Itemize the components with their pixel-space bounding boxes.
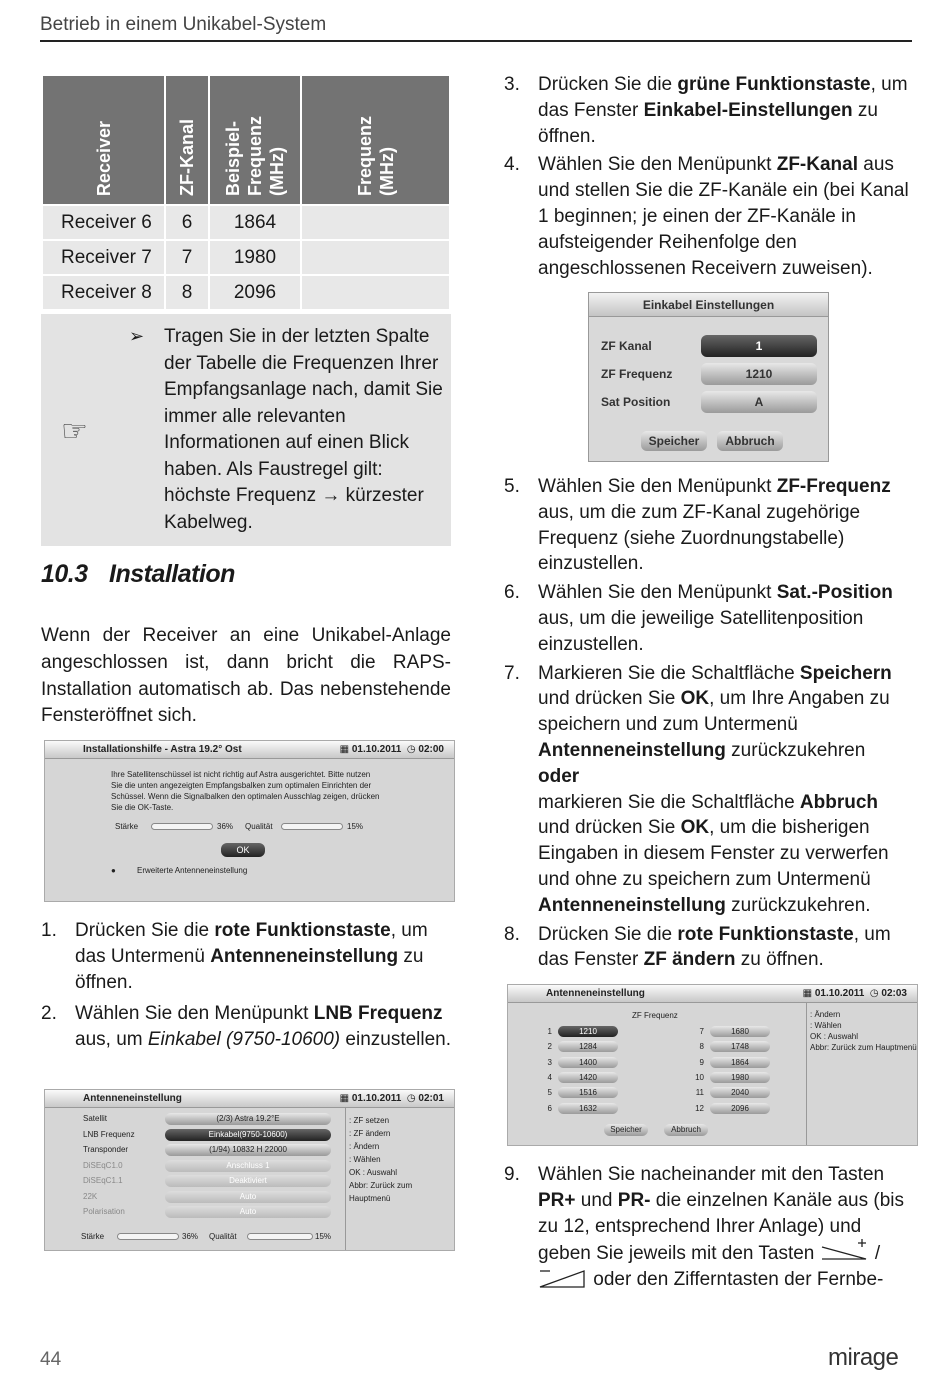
col-header-beispiel-frequenz: Beispiel- Frequenz (MHz) xyxy=(210,76,300,204)
channel-number: 6 xyxy=(547,1103,552,1113)
quality-bar xyxy=(281,823,343,830)
extended-antenna-option[interactable]: Erweiterte Antenneneinstellung xyxy=(137,866,248,875)
table-row xyxy=(43,206,449,239)
setting-value[interactable]: Auto xyxy=(165,1206,331,1218)
table-row xyxy=(43,241,449,274)
strength-value: 36% xyxy=(182,1232,199,1241)
list-item: 5. Wählen Sie den Menüpunkt ZF-Frequenz aus, um die zum ZF-Kanal zugehörige Frequenz (siehe Zuordnungstabelle) einzustellen. xyxy=(504,476,891,575)
screen-title-bar xyxy=(45,741,454,759)
channel-frequency[interactable]: 1748 xyxy=(710,1041,770,1052)
setting-value[interactable]: Deaktiviert xyxy=(165,1175,331,1187)
table-cell: Receiver 7 xyxy=(43,241,164,274)
screen-datetime: ▦ 01.10.2011 ◷ 02:01 xyxy=(339,1093,444,1104)
mirage-logo: mirage xyxy=(828,1344,899,1371)
steps-right-mid xyxy=(504,474,914,973)
table-cell: 2096 xyxy=(210,276,300,309)
screen-title-bar xyxy=(508,985,917,1003)
screen-title-bar xyxy=(45,1090,454,1108)
list-item: 1. Drücken Sie die rote Funktionstaste, um das Untermenü Antenneneinstellung zu öffnen. xyxy=(41,920,428,993)
zf-table xyxy=(41,74,451,311)
setting-label: Transponder xyxy=(83,1145,129,1154)
legend-item: OK : Auswahl xyxy=(349,1168,398,1177)
section-number: 10.3 xyxy=(41,560,88,588)
table-cell xyxy=(302,206,449,239)
col-header-receiver: Receiver xyxy=(43,76,164,204)
setting-label: 22K xyxy=(83,1191,98,1201)
channel-number: 4 xyxy=(547,1072,552,1082)
page-number: 44 xyxy=(40,1349,62,1370)
dialog-value[interactable]: 1 xyxy=(701,335,817,357)
save-button[interactable]: Speicher xyxy=(641,431,707,451)
einkabel-dialog xyxy=(588,292,829,462)
table-cell xyxy=(302,241,449,274)
strength-bar xyxy=(151,823,213,830)
table-cell: 7 xyxy=(166,241,208,274)
channel-frequency[interactable]: 2096 xyxy=(710,1103,770,1114)
channel-number: 5 xyxy=(547,1088,552,1098)
channel-frequency[interactable]: 1632 xyxy=(558,1103,618,1114)
channel-number: 3 xyxy=(547,1057,552,1067)
bullet-arrow-icon: ➢ xyxy=(129,326,145,346)
legend-item: Abbr: Zurück zum Hauptmenü xyxy=(349,1181,413,1203)
section-title: Installation xyxy=(109,560,235,588)
setting-label: DiSEqC1.0 xyxy=(83,1160,123,1170)
quality-bar xyxy=(247,1233,313,1240)
dialog-value[interactable]: A xyxy=(701,391,817,413)
dialog-label: ZF Frequenz xyxy=(601,367,673,381)
channel-number: 12 xyxy=(695,1103,704,1113)
divider xyxy=(345,1108,346,1251)
tip-box xyxy=(41,314,451,546)
quality-label: Qualität xyxy=(245,822,273,831)
zf-frequenz-heading: ZF Frequenz xyxy=(632,1011,678,1020)
dialog-label: Sat Position xyxy=(601,395,671,409)
channel-frequency[interactable]: 1400 xyxy=(558,1057,618,1068)
table-cell: 1864 xyxy=(210,206,300,239)
screen-title: Antenneneinstellung xyxy=(546,988,645,999)
table-row xyxy=(43,276,449,309)
header-rule xyxy=(40,40,912,42)
steps-right-bottom xyxy=(504,1162,914,1293)
legend-item: OK : Auswahl xyxy=(810,1032,859,1041)
setting-value[interactable]: Einkabel(9750-10600) xyxy=(165,1129,331,1141)
tip-text: Tragen Sie in der letzten Spalte der Tabelle die Frequenzen Ihrer Empfangsanlage nach, damit Sie immer alle relevanten Informationen auf einen Blick haben. Als Faustregel gilt: höchste Frequenz → kürzester Kabelweg. xyxy=(164,326,443,533)
screen-datetime: ▦ 01.10.2011 ◷ 02:03 xyxy=(802,988,907,999)
legend-item: : Wählen xyxy=(349,1155,381,1164)
quality-label: Qualität xyxy=(209,1232,237,1241)
channel-frequency[interactable]: 2040 xyxy=(710,1087,770,1098)
volume-down-key-icon xyxy=(538,1267,588,1289)
strength-label: Stärke xyxy=(115,822,139,831)
setting-label: Satellit xyxy=(83,1114,108,1123)
volume-up-key-icon xyxy=(820,1239,870,1261)
legend-item: : ZF setzen xyxy=(349,1116,390,1125)
key-legend xyxy=(810,1009,917,1053)
legend-item: : Ändern xyxy=(810,1010,841,1019)
dialog-title: Einkabel Einstellungen xyxy=(589,293,828,317)
list-item: 9. Wählen Sie nacheinander mit den Tasten PR+ und PR- die einzelnen Kanäle aus (bis zu 12, entsprechend Ihrer Anlage) und geben Sie jeweils mit den Tasten / oder den Zifferntasten der Fernbe- xyxy=(504,1164,905,1291)
screen-title: Antenneneinstellung xyxy=(83,1093,182,1104)
col-header-frequenz: Frequenz (MHz) xyxy=(302,76,449,204)
setting-label: DiSEqC1.1 xyxy=(83,1176,123,1185)
cancel-button[interactable]: Abbruch xyxy=(717,431,783,451)
legend-item: : Wählen xyxy=(810,1021,842,1030)
intro-paragraph: Wenn der Receiver an eine Unikabel-Anlage angeschlossen ist, dann bricht die RAPS-Installation automatisch ab. Das nebenstehende Fensteröffnet sich. xyxy=(41,625,451,727)
strength-label: Stärke xyxy=(81,1232,105,1241)
legend-item: : ZF ändern xyxy=(349,1129,391,1138)
setting-value[interactable]: (1/94) 10832 H 22000 xyxy=(165,1144,331,1156)
screenshot-installationshilfe xyxy=(44,740,455,902)
channel-frequency[interactable]: 1680 xyxy=(710,1026,770,1037)
cancel-button[interactable]: Abbruch xyxy=(664,1124,708,1136)
running-header: Betrieb in einem Unikabel-System xyxy=(40,14,327,35)
radio-icon: ● xyxy=(111,866,116,875)
setting-value[interactable]: Anschluss 1 xyxy=(165,1160,331,1172)
dialog-label: ZF Kanal xyxy=(601,339,652,353)
list-item: 4. Wählen Sie den Menüpunkt ZF-Kanal aus und stellen Sie die ZF-Kanäle ein (bei Kanal 1 beginnen; je einen der ZF-Kanäle in aufsteigender Reihenfolge den angeschlossenen Receivern zuweisen). xyxy=(504,154,909,279)
list-item: 6. Wählen Sie den Menüpunkt Sat.-Position aus, um die jeweilige Satellitenposition einzustellen. xyxy=(504,582,893,655)
table-cell: 1980 xyxy=(210,241,300,274)
table-cell: Receiver 6 xyxy=(43,206,164,239)
steps-left xyxy=(41,918,456,1053)
strength-bar xyxy=(117,1233,179,1240)
channel-frequency[interactable]: 1210 xyxy=(558,1026,618,1037)
channel-number: 7 xyxy=(699,1027,704,1036)
setting-label: Polarisation xyxy=(83,1207,125,1216)
table-cell xyxy=(302,276,449,309)
channel-number: 9 xyxy=(699,1057,704,1067)
divider xyxy=(806,1003,807,1146)
table-cell: Receiver 8 xyxy=(43,276,164,309)
quality-value: 15% xyxy=(315,1232,332,1241)
setting-label: LNB Frequenz xyxy=(83,1129,135,1139)
save-button[interactable]: Speicher xyxy=(604,1124,648,1136)
section-heading xyxy=(41,560,235,589)
key-legend xyxy=(349,1114,454,1205)
dialog-value[interactable]: 1210 xyxy=(701,363,817,385)
table-cell: 6 xyxy=(166,206,208,239)
quality-value: 15% xyxy=(347,822,364,831)
channel-number: 10 xyxy=(695,1072,704,1082)
channel-number: 2 xyxy=(547,1042,552,1052)
legend-item: : Ändern xyxy=(349,1142,380,1151)
steps-right-top xyxy=(504,72,914,281)
setting-value[interactable]: (2/3) Astra 19.2°E xyxy=(165,1113,331,1125)
channel-number: 8 xyxy=(699,1042,704,1052)
screenshot-antenneneinstellung xyxy=(44,1089,455,1251)
table-cell: 8 xyxy=(166,276,208,309)
channel-frequency[interactable]: 1864 xyxy=(710,1057,770,1068)
screen-message: Ihre Satellitenschüssel ist nicht richtig auf Astra ausgerichtet. Bitte nutzen Sie die unten angezeigten Empfangsbalken zum optimalen Einrichten der Schüssel. Wenn die Signalbalken den optimalen Ausschlag zeigen, drücken Sie die OK-Taste. xyxy=(111,770,380,812)
channel-number: 11 xyxy=(695,1088,704,1098)
channel-frequency[interactable]: 1516 xyxy=(558,1087,618,1098)
list-item: 8. Drücken Sie die rote Funktionstaste, um das Fenster ZF ändern zu öffnen. xyxy=(504,923,891,971)
screen-datetime: ▦ 01.10.2011 ◷ 02:00 xyxy=(339,744,444,755)
channel-frequency[interactable]: 1420 xyxy=(558,1072,618,1083)
ok-button[interactable]: OK xyxy=(221,843,265,857)
list-item: 7. Markieren Sie die Schaltfläche Speichern und drücken Sie OK, um Ihre Angaben zu speichern und zum Untermenü Antenneneinstellung zurückzukehren oder markieren Sie die Schaltfläche Abbruch und drücken Sie OK, um die bisherigen Eingaben in diesem Fenster zu verwerfen und ohne zu speichern zum Untermenü Antenneneinstellung zurückzukehren. xyxy=(504,662,892,916)
legend-item: Abbr: Zurück zum Hauptmenü xyxy=(810,1043,917,1052)
channel-frequency[interactable]: 1980 xyxy=(710,1072,770,1083)
setting-value[interactable]: Auto xyxy=(165,1191,331,1203)
strength-value: 36% xyxy=(217,822,234,831)
list-item: 3. Drücken Sie die grüne Funktionstaste, um das Fenster Einkabel-Einstellungen zu öffnen. xyxy=(504,74,908,147)
pointing-hand-icon: ☞ xyxy=(61,415,88,448)
col-header-zf-kanal: ZF-Kanal xyxy=(166,76,208,204)
list-item: 2. Wählen Sie den Menüpunkt LNB Frequenz aus, um Einkabel (9750-10600) einzustellen. xyxy=(41,1003,452,1050)
channel-number: 1 xyxy=(547,1027,552,1036)
screenshot-zf-aendern xyxy=(507,984,918,1146)
channel-frequency[interactable]: 1284 xyxy=(558,1041,618,1052)
screen-title: Installationshilfe - Astra 19.2° Ost xyxy=(83,744,242,755)
